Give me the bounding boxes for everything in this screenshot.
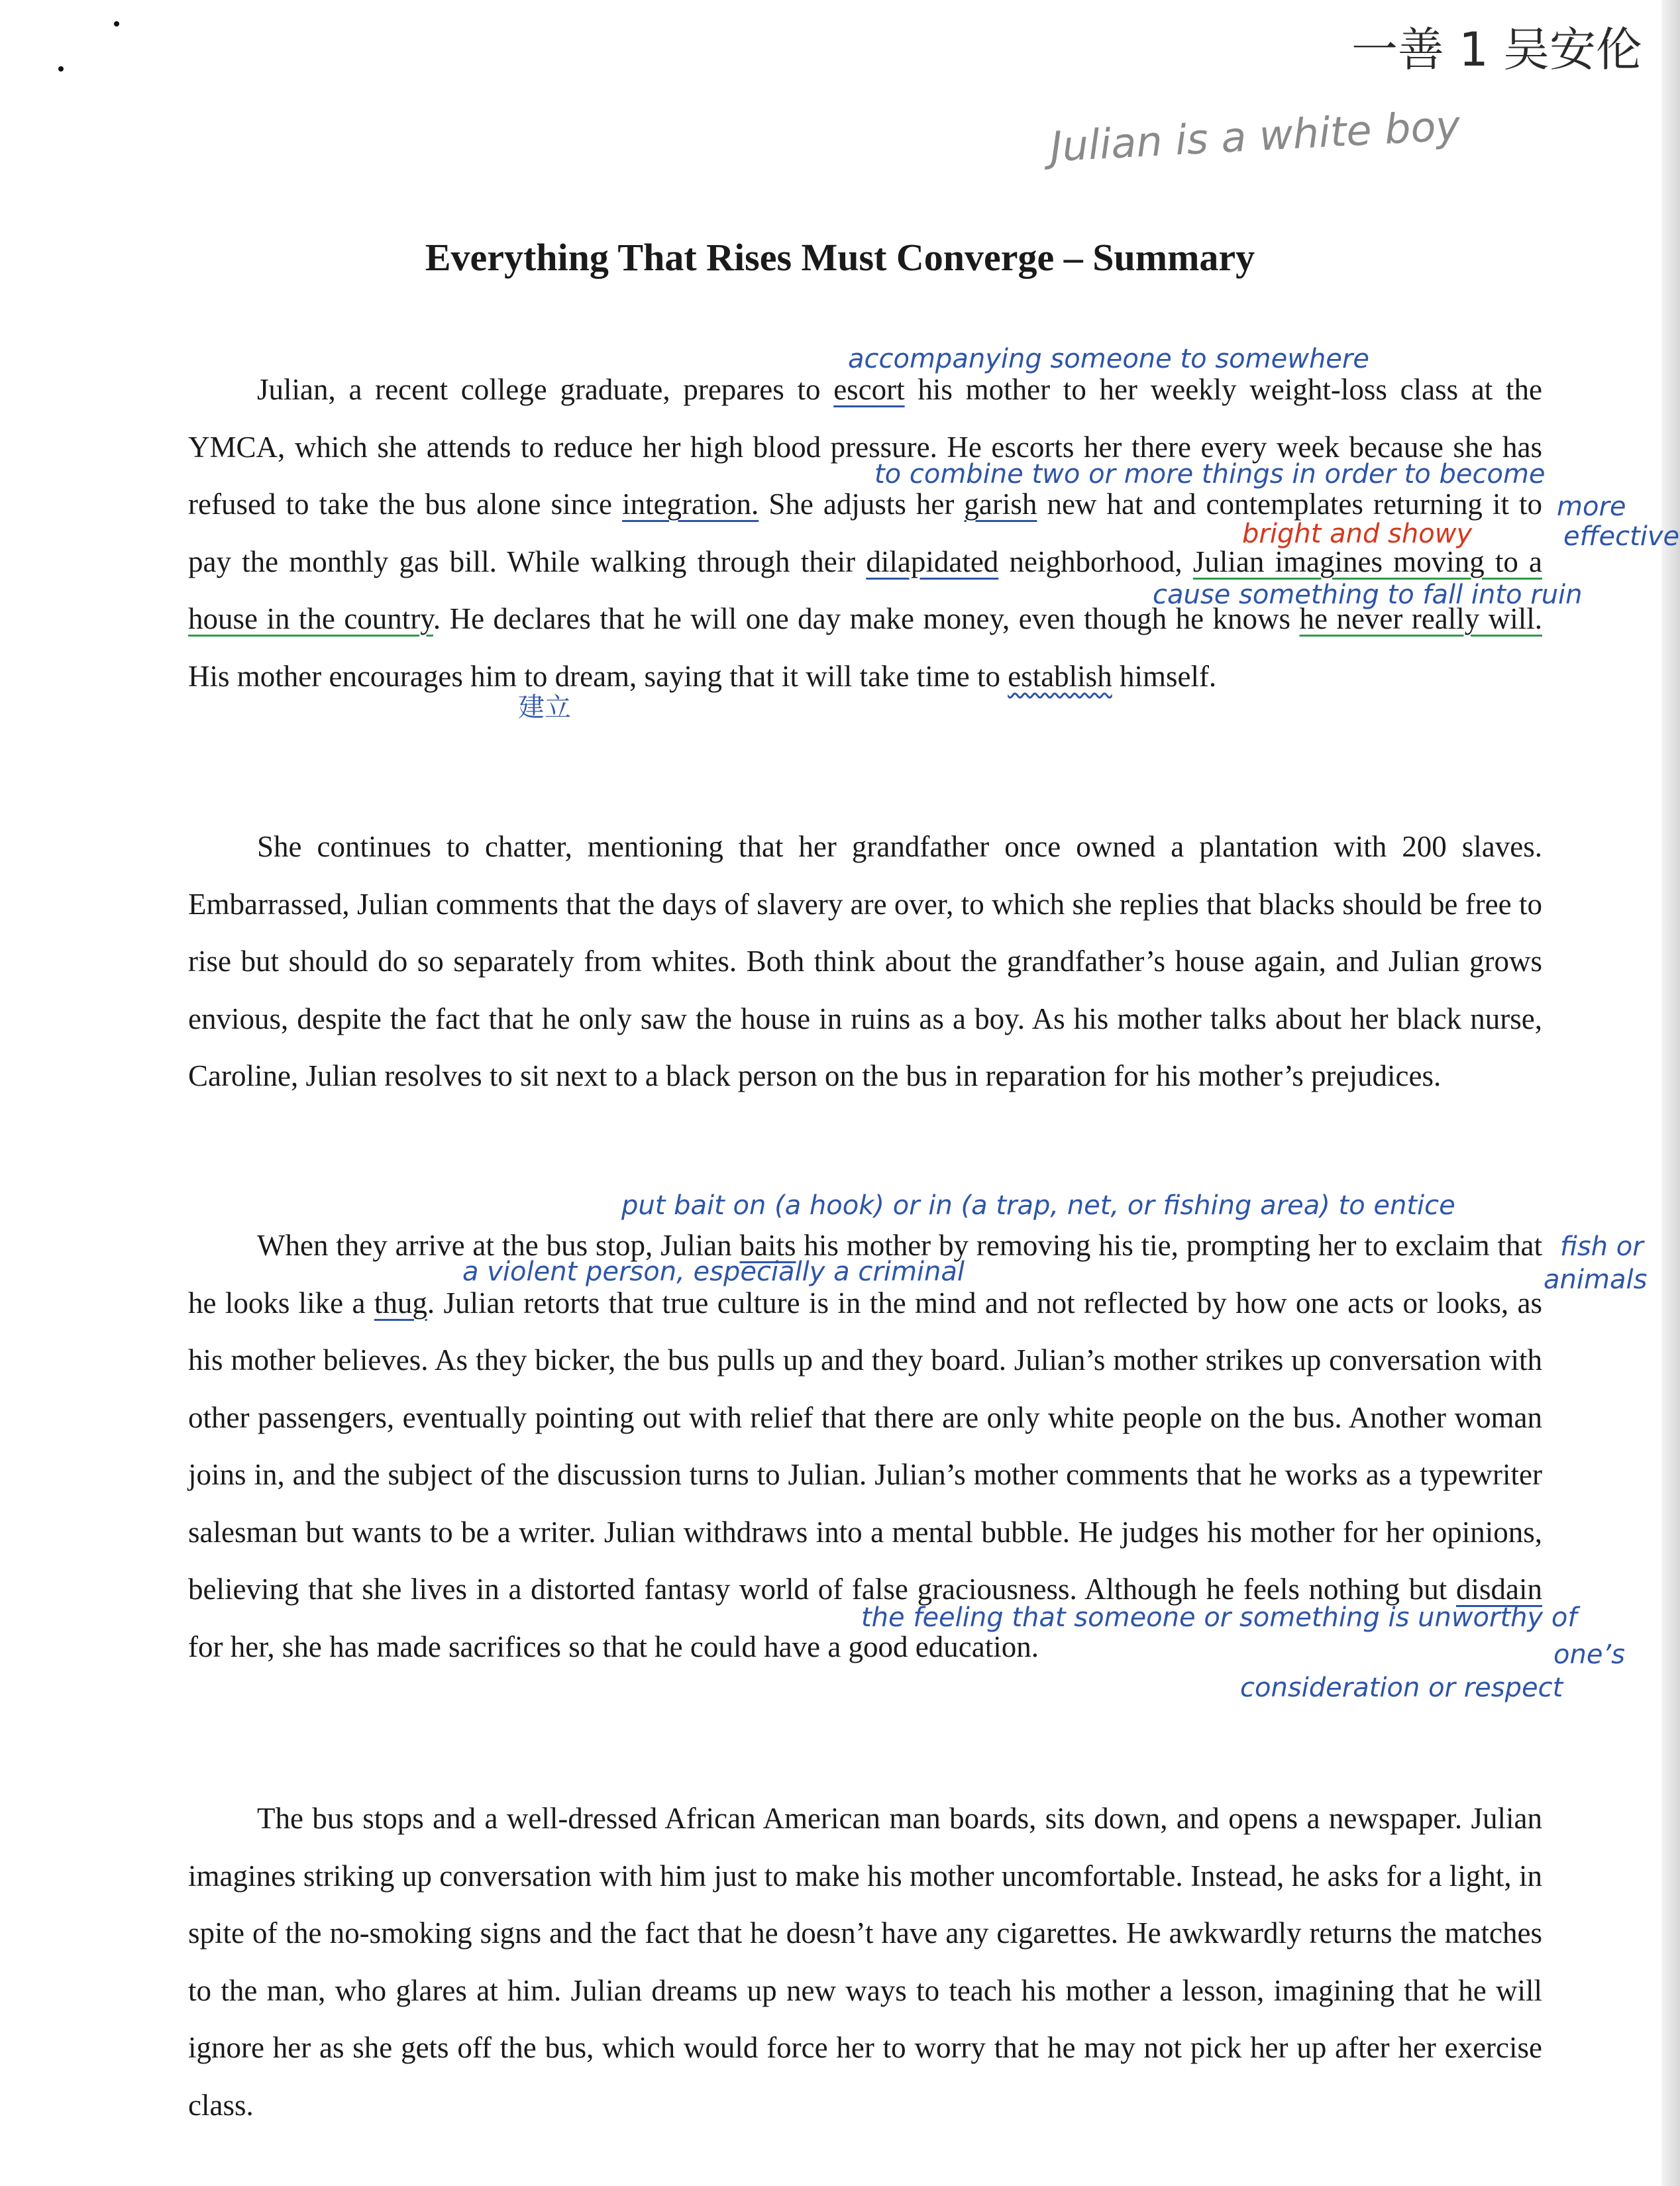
note-dilapidated: cause something to fall into ruin [1153,580,1583,610]
note-integration-1: to combine two or more things in order to become [874,459,1546,490]
note-integration-2: more [1557,492,1626,522]
paragraph-3: When they arrive at the bus stop, Julian baits his mother by removing his tie, prompting her to exclaim that he looks like a thug. Julian retorts that true culture is in the mind and not reflected by how one acts or looks, as his mother believes. As they bicker, the bus pulls up and they board. Julian’s mother strikes up conversation with other passengers, eventually pointing out with relief that there are only white people on the bus. Another woman joins in, and the subject of the discussion turns to Julian. Julian’s mother comments that he works as a typewriter salesman but wants to be a writer. Julian withdraws into a mental bubble. He judges his mother for her opinions, believing that she lives in a distorted fantasy world of false graciousness. Although he feels nothing but disdain for her, she has made sacrifices so that he could have a good education. [188,1229,1543,1663]
page-edge [1661,0,1680,2186]
term-thug: thug [374,1286,427,1320]
term-integration: integration. [622,488,759,521]
term-escort: escort [833,373,905,406]
paragraph-2: She continues to chatter, mentioning that her grandfather once owned a plantation with 200 slaves. Embarrassed, Julian comments that the days of slavery are over, to which she replies that blacks should be free to rise but should do so separately from whites. Both think about the grandfather’s house again, and Julian grows envious, despite the fact that he only saw the house in ruins as a boy. As his mother talks about her black nurse, Caroline, Julian resolves to sit next to a black person on the bus in reparation for his mother’s prejudices. [188,830,1542,1092]
note-establish: 建立 [518,692,571,723]
note-baits-1: put bait on (a hook) or in (a trap, net, or fishing area) to entice [621,1190,1455,1221]
note-disdain-1: the feeling that someone or something is unworthy of [861,1602,1577,1633]
page-title: Everything That Rises Must Converge – Summary [425,236,1255,279]
term-disdain: disdain [1456,1573,1542,1606]
term-dilapidated: dilapidated [866,545,999,578]
note-escort: accompanying someone to somewhere [848,344,1369,374]
highlight-never: he never really will. [1299,602,1542,635]
note-garish: bright and showy [1242,519,1473,549]
scan-dot [114,21,119,26]
note-thug: a violent person, especially a criminal [462,1257,965,1287]
paragraph-4: The bus stops and a well-dressed African American man boards, sits down, and opens a newspaper. Julian imagines striking up conversation with him just to make his mother uncomfortable. Instead, he asks for a light, in spite of the no-smoking signs and the fact that he doesn’t have any cigarettes. He awkwardly returns the matches to the man, who glares at him. Julian dreams up new ways to teach his mother a lesson, imagining that he will ignore her as she gets off the bus, which would force her to worry that he may not pick her up after her exercise class. [188,1802,1542,2122]
note-integration-3: effective [1563,521,1680,552]
pencil-note: Julian is a white boy [1049,101,1461,172]
note-disdain-2: one’s [1553,1640,1625,1670]
note-baits-3: animals [1544,1265,1648,1295]
term-baits: baits [739,1229,796,1262]
paragraph-1: Julian, a recent college graduate, prepares to escort his mother to her weekly weight-loss class at the YMCA, which she attends to reduce her high blood pressure. He escorts her there every week because she has refused to take the bus alone since integration. She adjusts her garish new hat and contemplates returning it to pay the monthly gas bill. While walking through their dilapidated neighborhood, Julian imagines moving to a house in the country. He declares that he will one day make money, even though he knows he never really will. His mother encourages him to dream, saying that it will take time to establish himself. [188,373,1543,693]
note-disdain-3: consideration or respect [1240,1673,1563,1703]
highlight-imagines: Julian imagines moving to a house in the country [188,545,1543,635]
note-baits-2: fish or [1560,1231,1644,1262]
term-establish: establish [1008,659,1112,693]
term-garish: garish [964,488,1037,521]
class-name-handwriting: 一善 1 吴安伦 [1351,23,1643,77]
scan-dot [58,66,64,72]
